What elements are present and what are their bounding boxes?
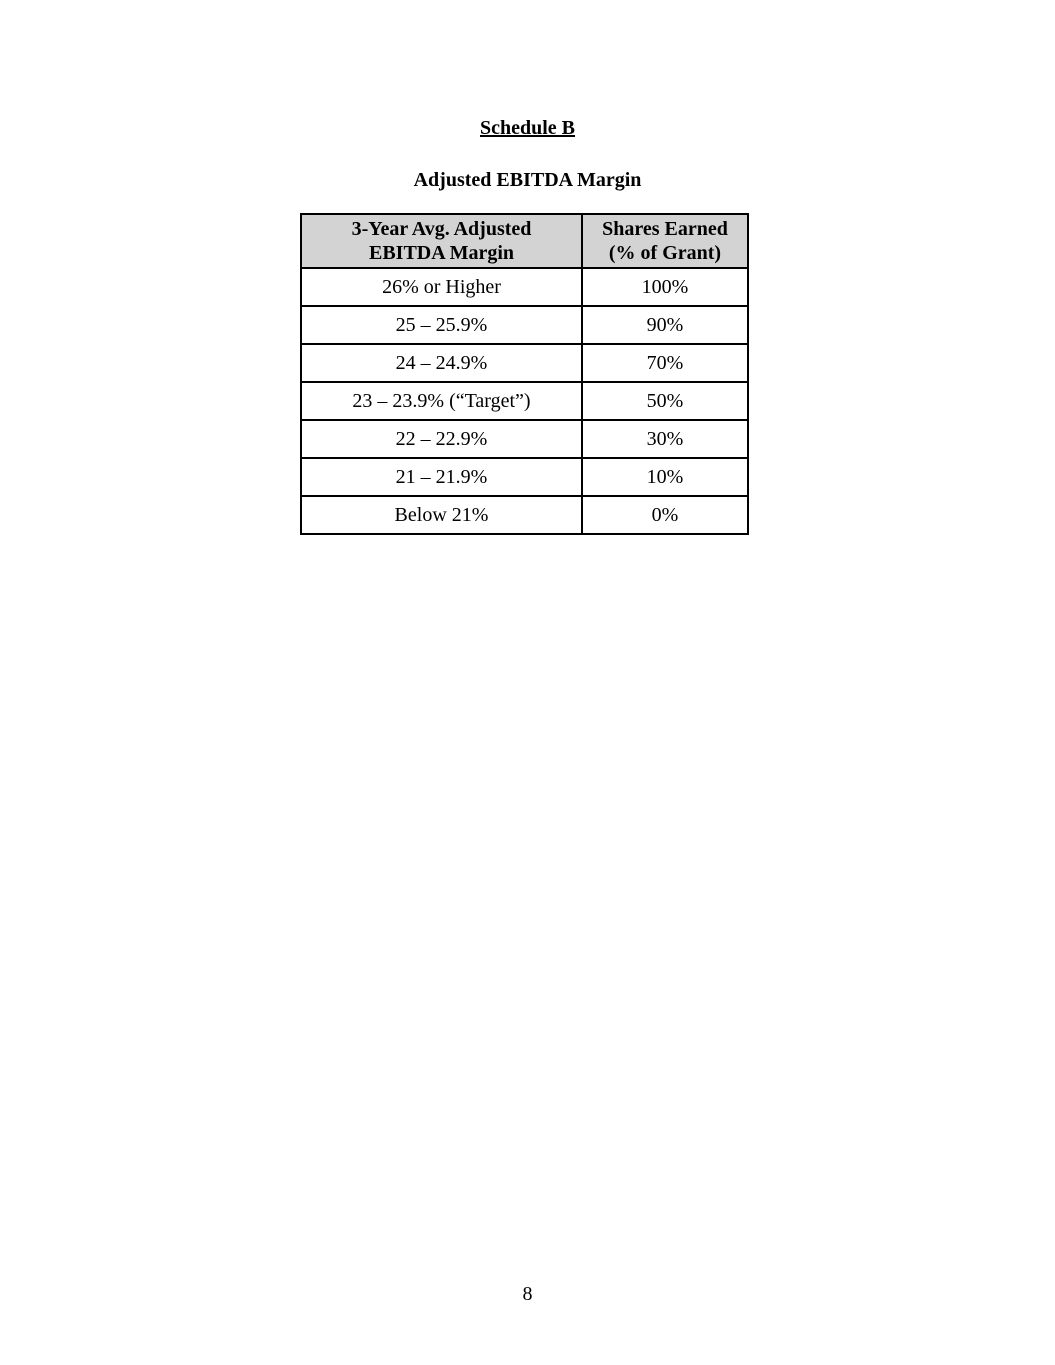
table-header	[301, 214, 748, 268]
schedule-title-text: Schedule B	[479, 117, 576, 139]
table-row	[301, 344, 748, 382]
cell-margin: 24 – 24.9%	[301, 344, 582, 382]
table-row	[301, 458, 748, 496]
cell-shares: 70%	[582, 344, 748, 382]
schedule-subtitle: Adjusted EBITDA Margin	[413, 169, 642, 191]
cell-margin: 25 – 25.9%	[301, 306, 582, 344]
cell-margin: Below 21%	[301, 496, 582, 534]
cell-margin: 26% or Higher	[301, 268, 582, 306]
cell-shares: 50%	[582, 382, 748, 420]
page-number: 8	[522, 1283, 533, 1305]
column-header-margin-line2: EBITDA Margin	[368, 242, 515, 264]
ebitda-margin-table	[300, 213, 749, 535]
schedule-title	[0, 117, 1055, 140]
table-row	[301, 268, 748, 306]
cell-shares: 90%	[582, 306, 748, 344]
cell-shares: 100%	[582, 268, 748, 306]
table-row	[301, 420, 748, 458]
column-header-shares-line1: Shares Earned	[602, 218, 728, 240]
cell-margin: 23 – 23.9% (“Target”)	[301, 382, 582, 420]
table-header-row	[301, 214, 748, 268]
table-row	[301, 496, 748, 534]
cell-margin: 22 – 22.9%	[301, 420, 582, 458]
column-header-shares	[582, 214, 748, 268]
cell-shares: 0%	[582, 496, 748, 534]
column-header-shares-line2: (% of Grant)	[608, 242, 722, 264]
cell-shares: 10%	[582, 458, 748, 496]
cell-shares: 30%	[582, 420, 748, 458]
column-header-margin	[301, 214, 582, 268]
table-row	[301, 306, 748, 344]
cell-margin: 21 – 21.9%	[301, 458, 582, 496]
table-body	[301, 268, 748, 534]
table-row	[301, 382, 748, 420]
column-header-margin-line1: 3-Year Avg. Adjusted	[351, 218, 532, 240]
